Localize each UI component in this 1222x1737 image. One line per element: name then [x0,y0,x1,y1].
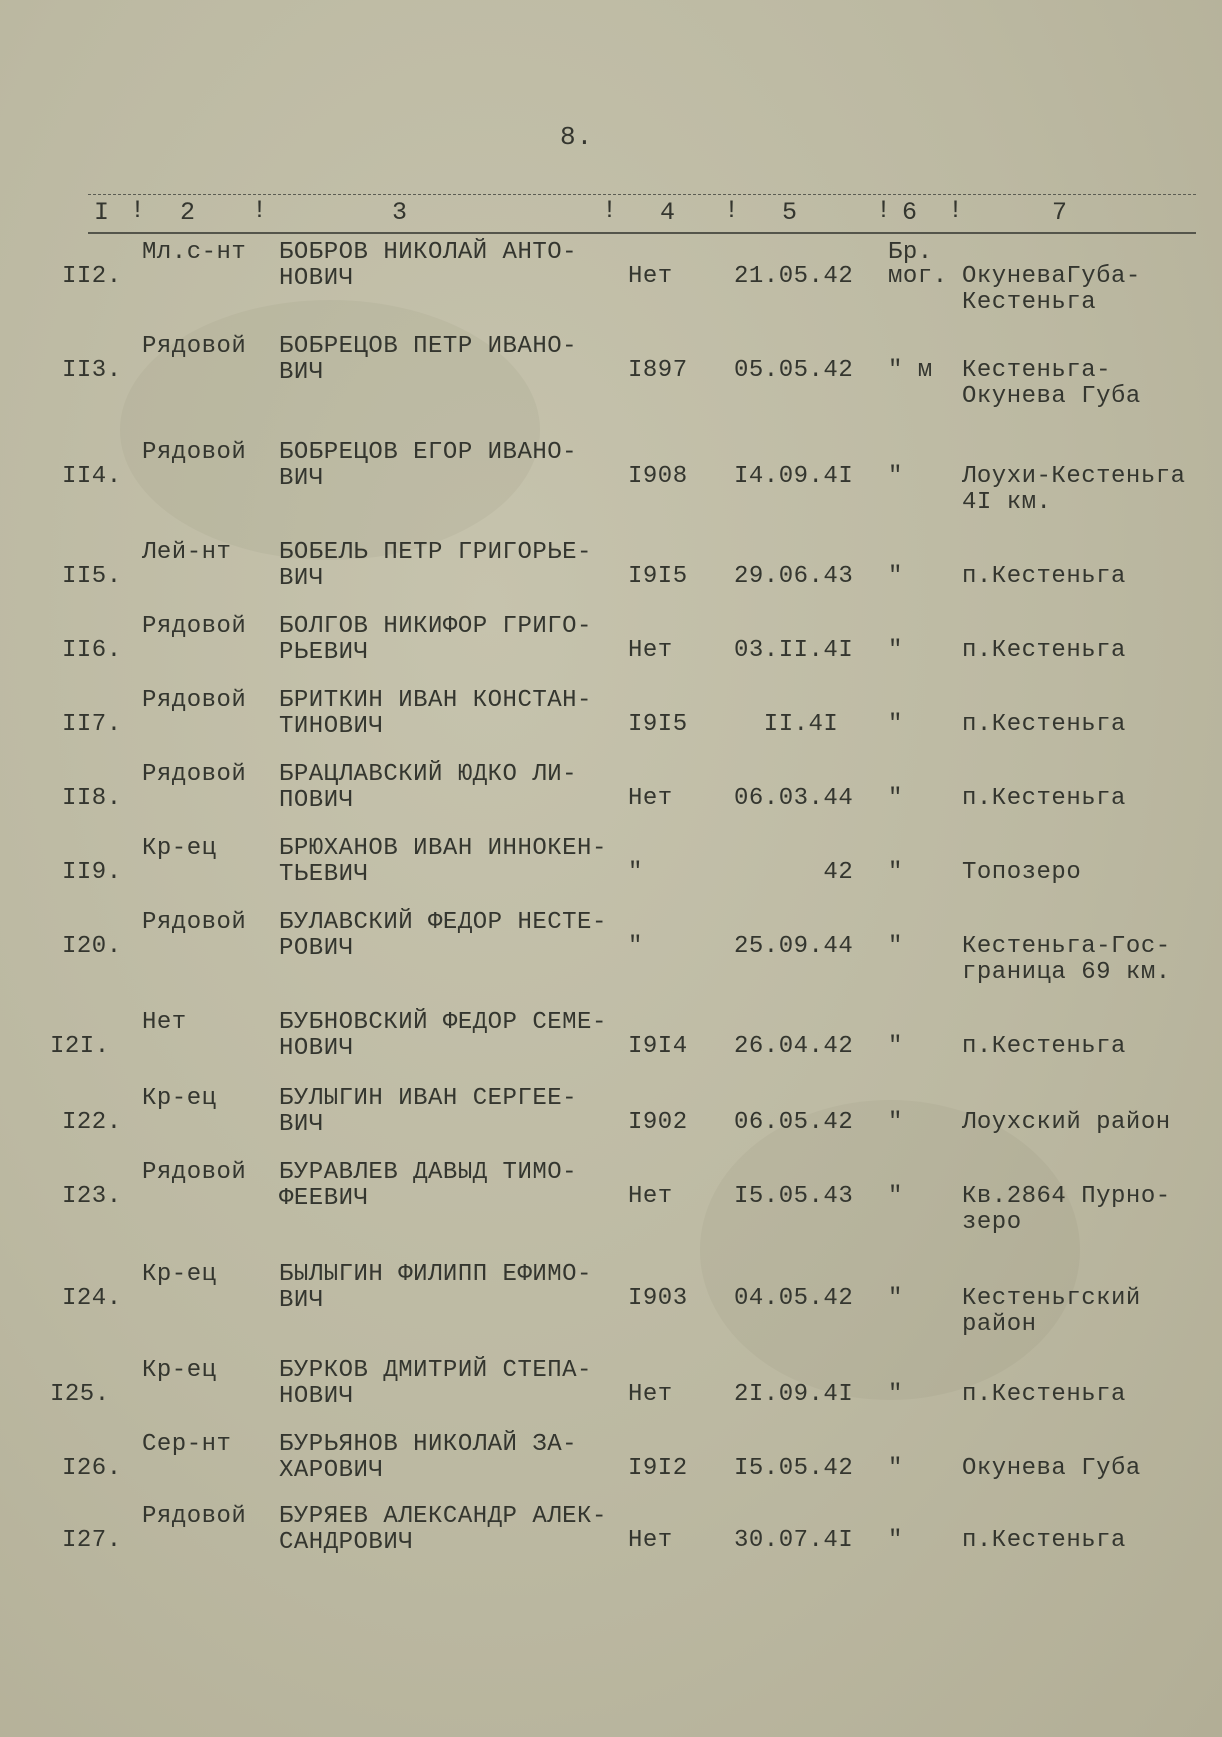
record-name-line-1: БОБРЕЦОВ ПЕТР ИВАНО- [279,333,578,360]
record-burial-line-2: " [888,859,903,886]
record-name-line-2: РЬЕВИЧ [279,639,369,666]
record-name-line-2: ВИЧ [279,359,324,386]
record-burial-line-2: мог. [888,263,948,290]
column-header-4: 4 [660,198,677,227]
record-birth-year: I9I2 [628,1455,688,1482]
record-place-line-2: Кестеньга [962,289,1097,316]
record-burial-line-2: " [888,1285,903,1312]
record-number: I25. [50,1381,110,1408]
record-number: I23. [62,1183,122,1210]
record-place-line-1: Кестеньгский [962,1285,1141,1312]
column-header-6: 6 [902,198,919,227]
record-place-line-1: п.Кестеньга [962,1381,1126,1408]
record-burial-line-2: " [888,1033,903,1060]
record-number: II9. [62,859,122,886]
record-number: II5. [62,563,122,590]
record-name-line-1: БУРЯЕВ АЛЕКСАНДР АЛЕК- [279,1503,607,1530]
record-burial-line-2: " [888,785,903,812]
record-rank: Рядовой [142,909,247,936]
record-name-line-1: БУЛАВСКИЙ ФЕДОР НЕСТЕ- [279,909,607,936]
record-number: II8. [62,785,122,812]
record-place-line-1: Кестеньга- [962,357,1112,384]
record-name-line-2: ВИЧ [279,465,324,492]
record-name-line-2: САНДРОВИЧ [279,1529,414,1556]
record-number: I2I. [50,1033,110,1060]
record-birth-year: " [628,859,643,886]
record-burial-line-2: " [888,563,903,590]
record-name-line-1: БОБЕЛЬ ПЕТР ГРИГОРЬЕ- [279,539,592,566]
record-place-line-2: зеро [962,1209,1022,1236]
column-separator: ! [876,196,892,225]
record-rank: Кр-ец [142,1357,217,1384]
record-name-line-2: РОВИЧ [279,935,354,962]
record-birth-year: Нет [628,1183,673,1210]
record-rank: Кр-ец [142,1085,217,1112]
record-place-line-1: Лоухский район [962,1109,1171,1136]
record-burial-line-2: " м [888,357,933,384]
record-rank: Рядовой [142,761,247,788]
record-name-line-1: БОБРЕЦОВ ЕГОР ИВАНО- [279,439,578,466]
record-death-date: 25.09.44 [734,933,854,960]
column-separator: ! [948,196,964,225]
record-death-date: I5.05.42 [734,1455,854,1482]
record-death-date: II.4I [734,711,839,738]
record-name-line-2: ВИЧ [279,1111,324,1138]
record-death-date: 06.05.42 [734,1109,854,1136]
record-burial-line-2: " [888,711,903,738]
record-place-line-2: Окунева Губа [962,383,1141,410]
record-name-line-1: БРИТКИН ИВАН КОНСТАН- [279,687,592,714]
column-header-1: I [94,198,111,227]
record-place-line-1: п.Кестеньга [962,1527,1126,1554]
record-rank: Рядовой [142,687,247,714]
record-death-date: I4.09.4I [734,463,854,490]
record-place-line-1: п.Кестеньга [962,785,1126,812]
record-name-line-2: ХАРОВИЧ [279,1457,384,1484]
record-death-date: 26.04.42 [734,1033,854,1060]
record-place-line-1: п.Кестеньга [962,1033,1126,1060]
record-place-line-1: Окунева Губа [962,1455,1141,1482]
record-burial-line-2: " [888,463,903,490]
record-name-line-1: БРАЦЛАВСКИЙ ЮДКО ЛИ- [279,761,578,788]
record-number: II3. [62,357,122,384]
record-name-line-1: БОЛГОВ НИКИФОР ГРИГО- [279,613,592,640]
record-rank: Нет [142,1009,187,1036]
record-place-line-2: 4I км. [962,489,1052,516]
record-rank: Мл.с-нт [142,239,247,266]
record-place-line-1: Кв.2864 Пурно- [962,1183,1171,1210]
record-burial-line-2: " [888,1183,903,1210]
record-death-date: 06.03.44 [734,785,854,812]
record-death-date: 30.07.4I [734,1527,854,1554]
record-death-date: 03.II.4I [734,637,854,664]
record-death-date: 21.05.42 [734,263,854,290]
record-burial-line-2: " [888,1109,903,1136]
record-birth-year: I902 [628,1109,688,1136]
record-name-line-2: НОВИЧ [279,1383,354,1410]
record-birth-year: I897 [628,357,688,384]
page-number: 8. [560,122,594,152]
record-name-line-1: БУРЬЯНОВ НИКОЛАЙ ЗА- [279,1431,578,1458]
record-name-line-2: НОВИЧ [279,265,354,292]
record-death-date: I5.05.43 [734,1183,854,1210]
record-place-line-1: Лоухи-Кестеньга [962,463,1186,490]
column-header-3: 3 [392,198,409,227]
record-name-line-2: ТЬЕВИЧ [279,861,369,888]
record-death-date: 05.05.42 [734,357,854,384]
record-name-line-2: ФЕЕВИЧ [279,1185,369,1212]
record-burial-line-1: Бр. [888,239,933,266]
record-birth-year: Нет [628,263,673,290]
record-rank: Рядовой [142,1503,247,1530]
record-rank: Рядовой [142,613,247,640]
column-separator: ! [724,196,740,225]
record-number: II4. [62,463,122,490]
record-birth-year: I9I4 [628,1033,688,1060]
column-separator: ! [252,196,268,225]
record-place-line-2: граница 69 км. [962,959,1171,986]
record-place-line-1: ОкуневаГуба- [962,263,1141,290]
record-burial-line-2: " [888,1455,903,1482]
record-rank: Сер-нт [142,1431,232,1458]
record-place-line-2: район [962,1311,1037,1338]
record-name-line-2: НОВИЧ [279,1035,354,1062]
record-birth-year: Нет [628,1381,673,1408]
record-name-line-2: ВИЧ [279,565,324,592]
record-number: II6. [62,637,122,664]
record-name-line-1: БУРКОВ ДМИТРИЙ СТЕПА- [279,1357,592,1384]
record-birth-year: I908 [628,463,688,490]
record-birth-year: I9I5 [628,711,688,738]
record-number: I27. [62,1527,122,1554]
record-place-line-1: п.Кестеньга [962,563,1126,590]
record-burial-line-2: " [888,637,903,664]
header-rule-bottom [88,232,1196,234]
record-name-line-1: БЫЛЫГИН ФИЛИПП ЕФИМО- [279,1261,592,1288]
record-name-line-1: БУЛЫГИН ИВАН СЕРГЕЕ- [279,1085,578,1112]
column-separator: ! [602,196,618,225]
paper-stain [700,1100,1080,1400]
record-rank: Рядовой [142,439,247,466]
header-rule-top [88,194,1196,195]
record-number: II7. [62,711,122,738]
column-separator: ! [130,196,146,225]
record-death-date: 42 [734,859,854,886]
column-header-7: 7 [1052,198,1069,227]
record-place-line-1: Кестеньга-Гос- [962,933,1171,960]
record-birth-year: " [628,933,643,960]
column-header-5: 5 [782,198,799,227]
record-burial-line-2: " [888,1381,903,1408]
record-number: I20. [62,933,122,960]
record-birth-year: Нет [628,1527,673,1554]
record-name-line-1: БРЮХАНОВ ИВАН ИННОКЕН- [279,835,607,862]
record-rank: Рядовой [142,333,247,360]
record-number: I22. [62,1109,122,1136]
record-place-line-1: п.Кестеньга [962,637,1126,664]
record-rank: Рядовой [142,1159,247,1186]
record-name-line-2: ПОВИЧ [279,787,354,814]
record-number: II2. [62,263,122,290]
record-name-line-1: БУРАВЛЕВ ДАВЫД ТИМО- [279,1159,578,1186]
record-burial-line-2: " [888,1527,903,1554]
record-burial-line-2: " [888,933,903,960]
record-name-line-2: ВИЧ [279,1287,324,1314]
record-death-date: 04.05.42 [734,1285,854,1312]
record-death-date: 29.06.43 [734,563,854,590]
record-birth-year: I9I5 [628,563,688,590]
record-rank: Лей-нт [142,539,232,566]
record-number: I24. [62,1285,122,1312]
column-header-2: 2 [180,198,197,227]
record-death-date: 2I.09.4I [734,1381,854,1408]
record-rank: Кр-ец [142,1261,217,1288]
record-birth-year: Нет [628,637,673,664]
record-name-line-1: БОБРОВ НИКОЛАЙ АНТО- [279,239,578,266]
record-place-line-1: Топозеро [962,859,1082,886]
record-birth-year: I903 [628,1285,688,1312]
record-rank: Кр-ец [142,835,217,862]
record-name-line-2: ТИНОВИЧ [279,713,384,740]
record-birth-year: Нет [628,785,673,812]
record-place-line-1: п.Кестеньга [962,711,1126,738]
record-number: I26. [62,1455,122,1482]
record-name-line-1: БУБНОВСКИЙ ФЕДОР СЕМЕ- [279,1009,607,1036]
